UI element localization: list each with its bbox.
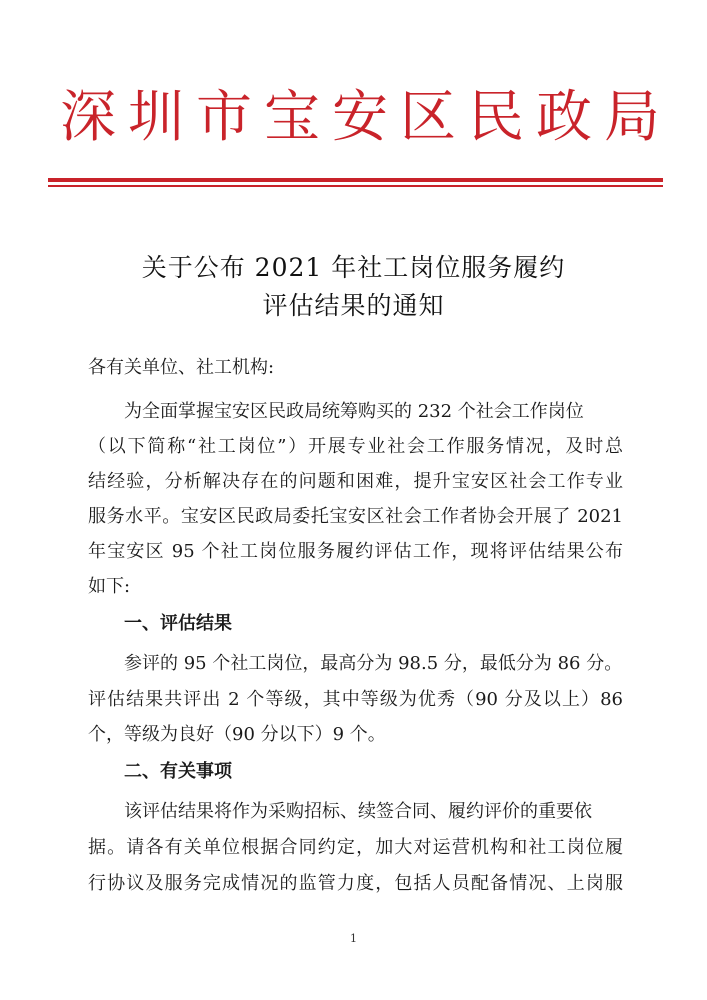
results-line: 评估结果共评出 2 个等级，其中等级为优秀（90 分及以上）86 (88, 689, 623, 710)
matters-line: 行协议及服务完成情况的监管力度，包括人员配备情况、上岗服 (88, 873, 623, 894)
masthead-divider-thick (48, 178, 663, 182)
matters-line: 据。请各有关单位根据合同约定，加大对运营机构和社工岗位履 (88, 837, 623, 858)
section-heading-matters: 二、有关事项 (124, 761, 232, 782)
results-line: 参评的 95 个社工岗位，最高分为 98.5 分，最低分为 86 分。 (124, 653, 623, 674)
intro-line: 服务水平。宝安区民政局委托宝安区社会工作者协会开展了 2021 (88, 506, 623, 527)
masthead-char: 宝 (264, 85, 320, 150)
masthead-char: 安 (332, 85, 388, 150)
matters-line: 该评估结果将作为采购招标、续签合同、履约评价的重要依 (124, 801, 592, 822)
masthead-char: 圳 (128, 85, 184, 150)
masthead-char: 政 (536, 85, 592, 150)
salutation: 各有关单位、社工机构: (88, 357, 275, 378)
results-line: 个，等级为良好（90 分以下）9 个。 (88, 724, 386, 745)
section-heading-results: 一、评估结果 (124, 613, 232, 634)
page-number: 1 (350, 932, 357, 945)
document-title-line-1: 关于公布 2021 年社工岗位服务履约 (141, 253, 566, 282)
masthead-title (60, 78, 660, 158)
masthead-char: 市 (196, 85, 252, 150)
intro-line: 为全面掌握宝安区民政局统筹购买的 232 个社会工作岗位 (124, 401, 584, 422)
masthead-divider-thin (48, 185, 663, 187)
masthead-char: 局 (604, 85, 660, 150)
intro-line: （以下简称“社工岗位”）开展专业社会工作服务情况，及时总 (88, 436, 623, 457)
intro-line: 年宝安区 95 个社工岗位服务履约评估工作，现将评估结果公布 (88, 541, 623, 562)
intro-line: 结经验，分析解决存在的问题和困难，提升宝安区社会工作专业 (88, 471, 623, 492)
masthead-char: 深 (60, 85, 116, 150)
intro-line: 如下: (88, 576, 131, 597)
document-title-line-2: 评估结果的通知 (262, 291, 445, 320)
masthead-char: 民 (468, 85, 524, 150)
masthead-char: 区 (400, 85, 456, 150)
